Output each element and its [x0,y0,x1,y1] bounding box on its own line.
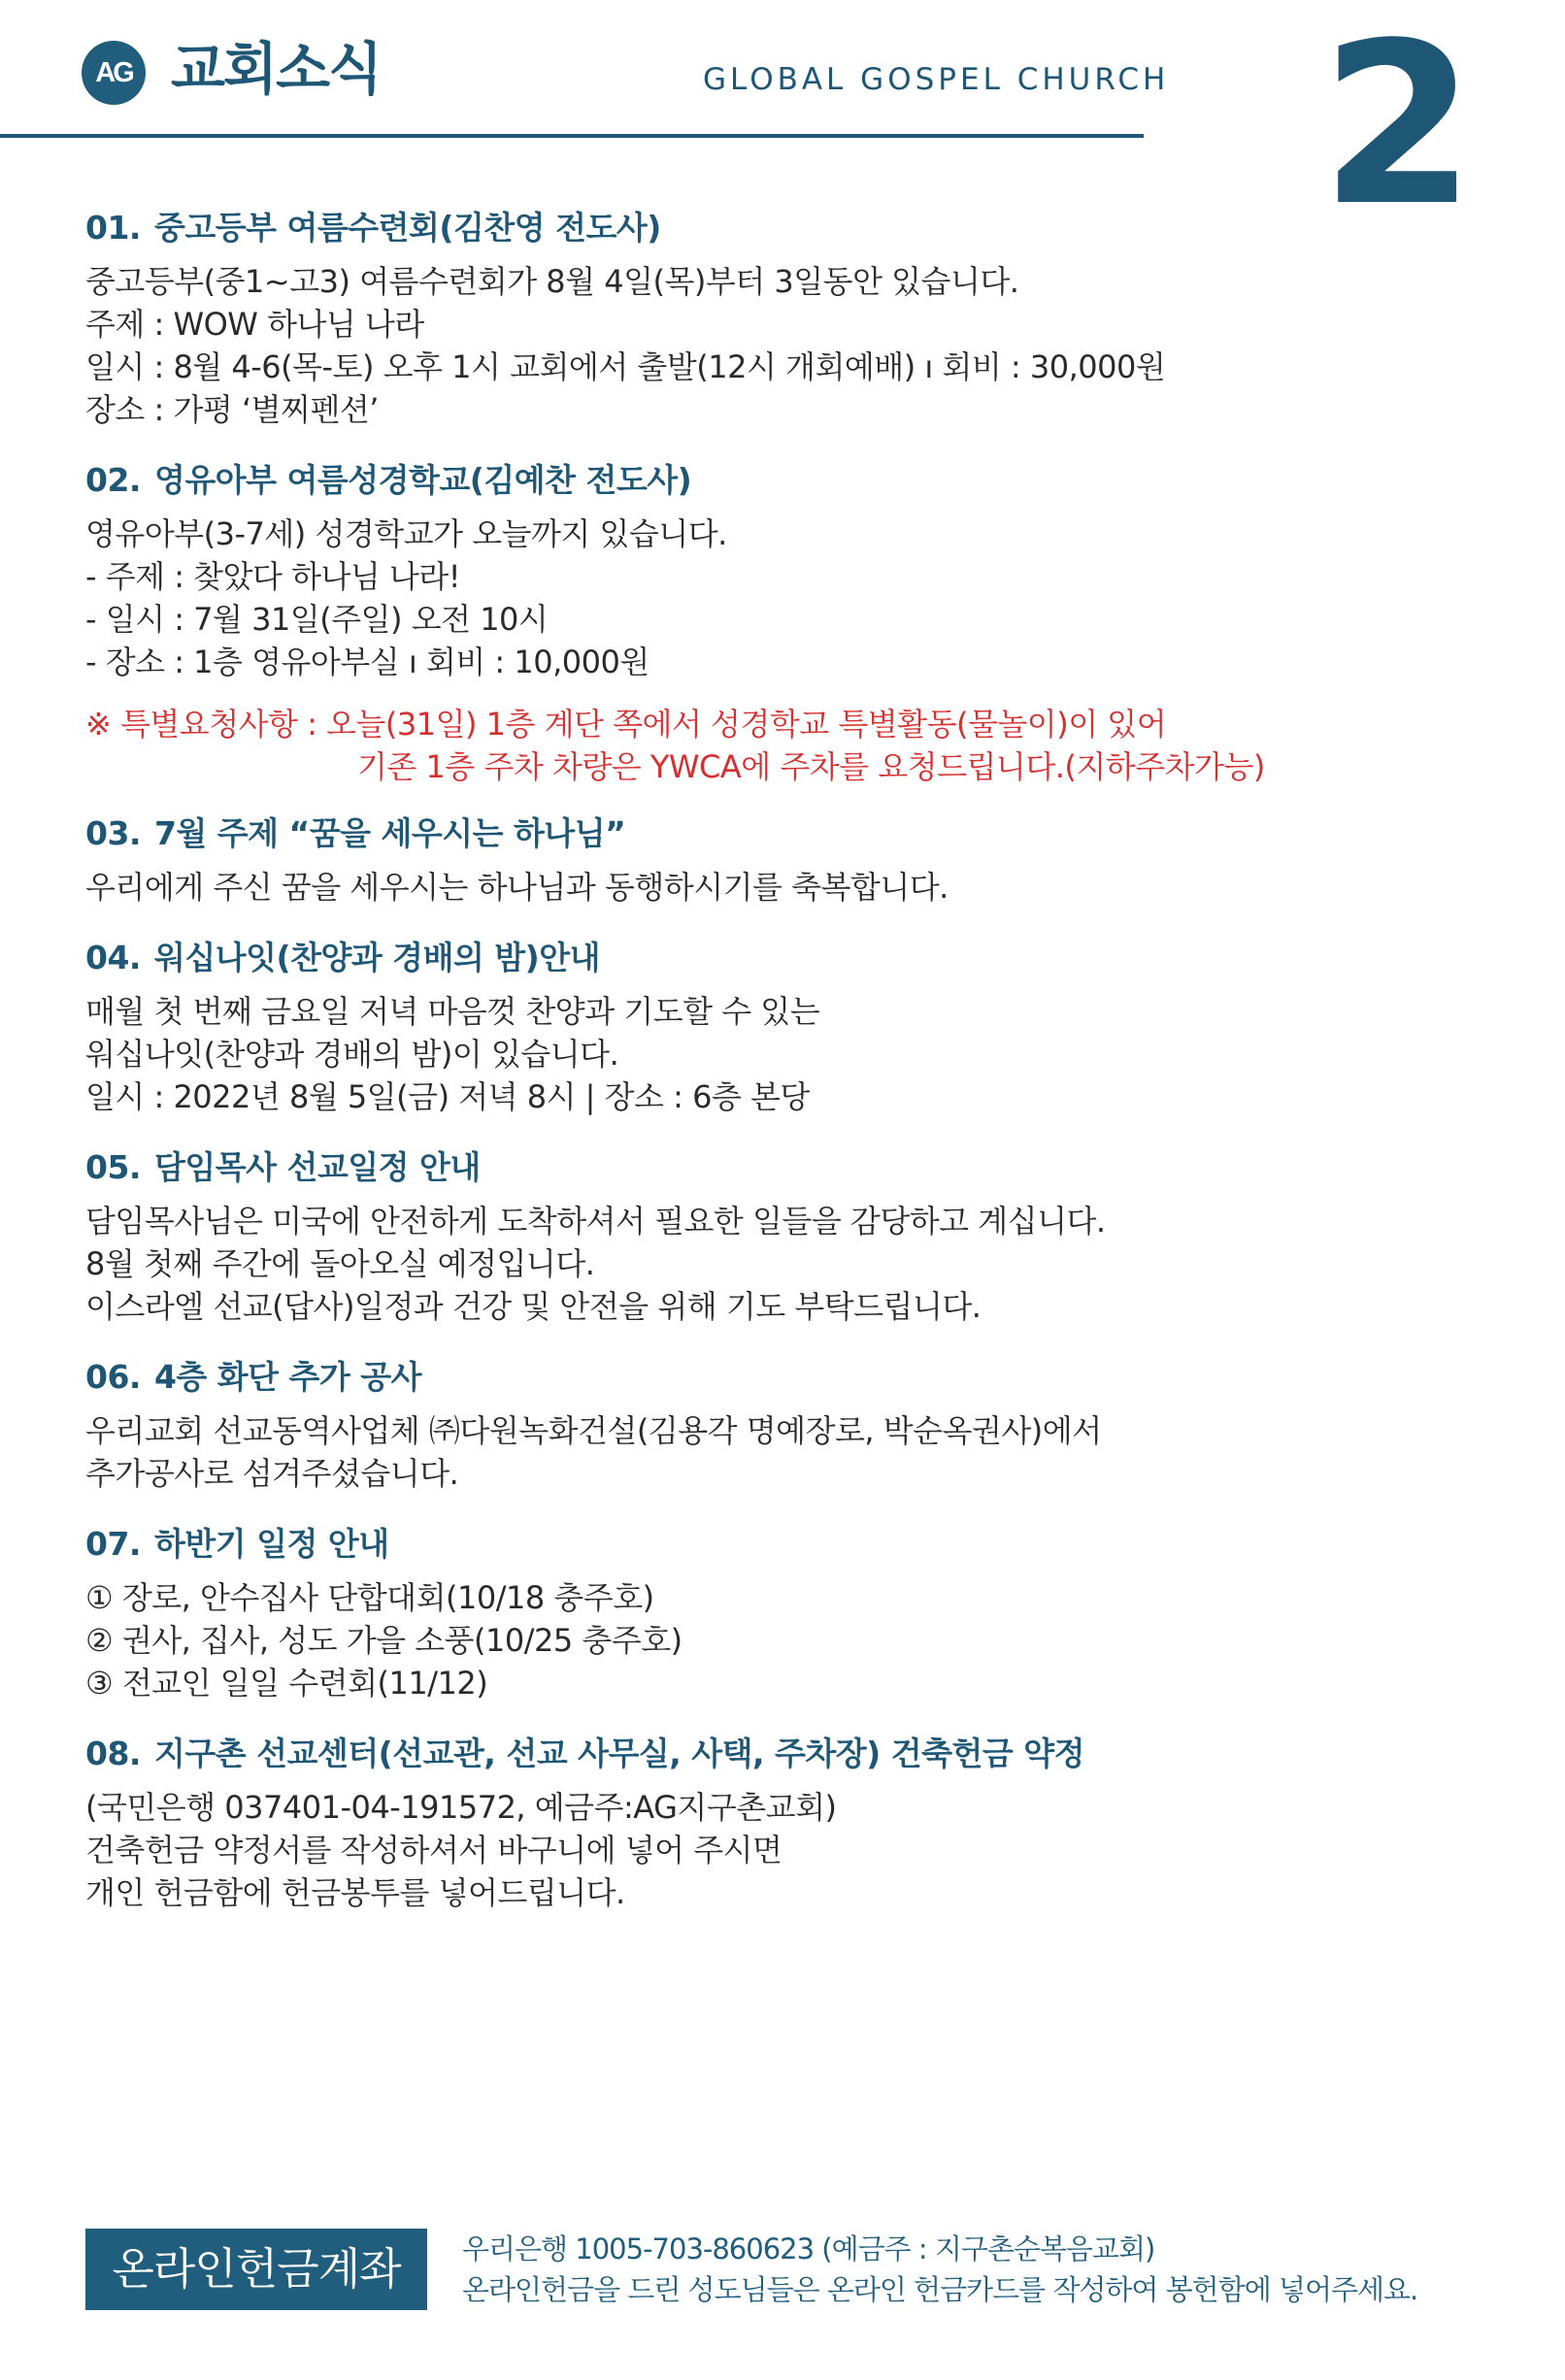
section-heading: 지구촌 선교센터(선교관, 선교 사무실, 사택, 주차장) 건축헌금 약정 [153,1735,1084,1772]
ag-logo: AG [82,41,146,105]
online-offering-footer [85,2229,1483,2326]
notice-line: ※ 특별요청사항 : 오늘(31일) 1층 계단 쪽에서 성경학교 특별활동(물놀이)이 있어 [85,706,1167,743]
section-title [85,934,1483,982]
section-number: 04. [85,939,141,976]
section-number: 08. [85,1735,141,1772]
offering-account-info [462,2229,1417,2310]
section-line: ② 권사, 집사, 성도 가을 소풍(10/25 충주호) [85,1622,683,1659]
section-body [85,512,1483,683]
page-header [0,0,1565,255]
section-line: 매월 첫 번째 금요일 저녁 마음껏 찬양과 기도할 수 있는 [85,993,820,1030]
section-number: 01. [85,209,141,247]
section-line: 중고등부(중1~고3) 여름수련회가 8월 4일(목)부터 3일동안 있습니다. [85,263,1019,300]
special-notice [85,703,1483,788]
section-line: 추가공사로 섬겨주셨습니다. [85,1455,459,1492]
news-section [85,1520,1483,1704]
section-title [85,1730,1483,1778]
section-body [85,1786,1483,1914]
news-section [85,1143,1483,1328]
section-number: 07. [85,1525,141,1563]
section-line: 개인 헌금함에 헌금봉투를 넣어드립니다. [85,1874,625,1911]
bank-account-line: 우리은행 1005-703-860623 (예금주 : 지구촌순복음교회) [462,2232,1155,2265]
section-body [85,1576,1483,1704]
section-line: 주제 : WOW 하나님 나라 [85,306,424,343]
section-line: ① 장로, 안수집사 단합대회(10/18 충주호) [85,1579,654,1616]
news-section [85,1730,1483,1914]
section-heading: 담임목사 선교일정 안내 [153,1148,481,1186]
section-line: 우리교회 선교동역사업체 ㈜다원녹화건설(김용각 명예장로, 박순옥권사)에서 [85,1412,1102,1449]
page-number: 2 [1320,0,1477,255]
section-line: 영유아부(3-7세) 성경학교가 오늘까지 있습니다. [85,515,727,552]
section-line: 일시 : 2022년 8월 5일(금) 저녁 8시 | 장소 : 6층 본당 [85,1078,810,1115]
section-title [85,1143,1483,1192]
section-line: 일시 : 8월 4-6(목-토) 오후 1시 교회에서 출발(12시 개회예배) ı 회비 : 30,000원 [85,348,1166,385]
section-body [85,990,1483,1118]
section-heading: 워십나잇(찬양과 경배의 밤)안내 [153,939,601,976]
news-section [85,934,1483,1118]
section-title [85,204,1483,252]
section-number: 05. [85,1148,141,1186]
section-heading: 4층 화단 추가 공사 [153,1358,422,1396]
online-offering-label: 온라인헌금계좌 [85,2229,427,2310]
section-line: (국민은행 037401-04-191572, 예금주:AG지구촌교회) [85,1789,837,1826]
news-section [85,204,1483,431]
section-heading: 7월 주제 “꿈을 세우시는 하나님” [153,814,626,852]
section-body [85,1200,1483,1328]
notice-line: 기존 1층 주차 차량은 YWCA에 주차를 요청드립니다.(지하주차가능) [357,748,1265,785]
section-heading: 하반기 일정 안내 [153,1525,389,1563]
section-line: - 장소 : 1층 영유아부실 ı 회비 : 10,000원 [85,644,649,680]
section-body [85,1409,1483,1495]
section-line: 장소 : 가평 ‘별찌펜션’ [85,391,379,428]
news-content [85,204,1483,1939]
section-line: 담임목사님은 미국에 안전하게 도착하셔서 필요한 일들을 감당하고 계십니다. [85,1203,1106,1240]
section-title [85,1353,1483,1402]
offering-instruction-line: 온라인헌금을 드린 성도님들은 온라인 헌금카드를 작성하여 봉헌함에 넣어주세요. [462,2273,1418,2306]
section-number: 02. [85,461,141,499]
section-line: 워십나잇(찬양과 경배의 밤)이 있습니다. [85,1036,619,1073]
section-line: 8월 첫째 주간에 돌아오실 예정입니다. [85,1245,595,1282]
page-title: 교회소식 [171,36,382,102]
section-heading: 영유아부 여름성경학교(김예찬 전도사) [153,461,692,499]
section-line: ③ 전교인 일일 수련회(11/12) [85,1665,488,1702]
section-number: 03. [85,814,141,852]
church-name-en: GLOBAL GOSPEL CHURCH [703,62,1170,97]
section-title [85,456,1483,505]
section-line: 우리에게 주신 꿈을 세우시는 하나님과 동행하시기를 축복합니다. [85,869,949,906]
section-body [85,260,1483,431]
section-title [85,810,1483,858]
section-line: 건축헌금 약정서를 작성하셔서 바구니에 넣어 주시면 [85,1832,782,1868]
section-heading: 중고등부 여름수련회(김찬영 전도사) [153,209,661,247]
news-section [85,810,1483,909]
section-line: - 일시 : 7월 31일(주일) 오전 10시 [85,601,549,638]
section-number: 06. [85,1358,141,1396]
section-line: - 주제 : 찾았다 하나님 나라! [85,558,461,595]
section-body [85,866,1483,909]
section-title [85,1520,1483,1569]
header-divider [0,134,1144,138]
news-section [85,1353,1483,1495]
section-line: 이스라엘 선교(답사)일정과 건강 및 안전을 위해 기도 부탁드립니다. [85,1288,982,1325]
news-section [85,456,1483,683]
